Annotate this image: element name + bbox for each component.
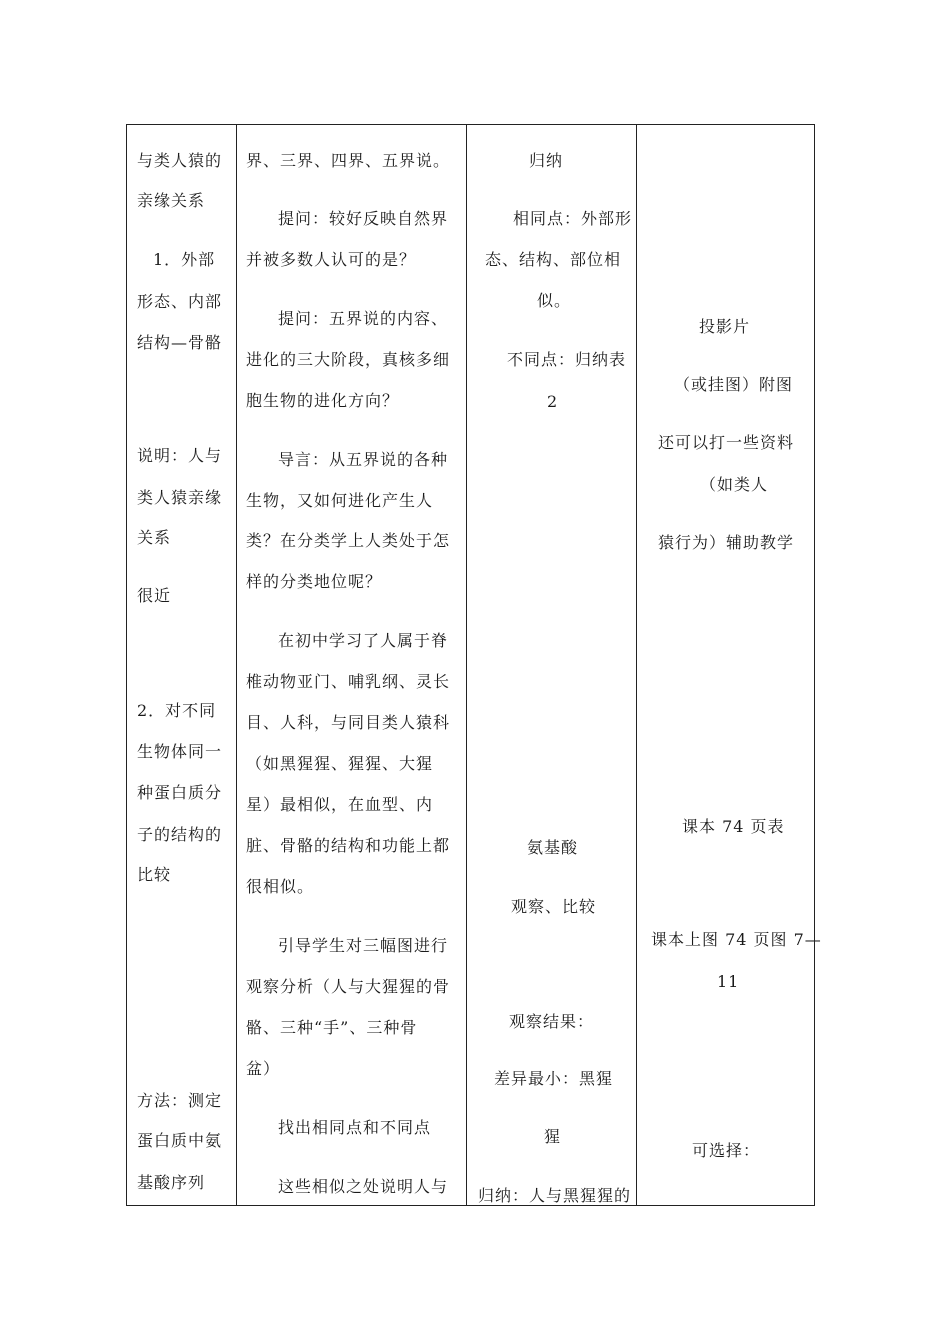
text-line: 提问：五界说的内容、 [278, 309, 449, 328]
text-line: 课本 74 页表 [682, 817, 785, 836]
text-line: 氨基酸 [527, 838, 579, 857]
text-line: 亲缘关系 [137, 191, 206, 210]
text-line: （或挂图）附图 [674, 375, 794, 394]
text-line: 1．外部 [153, 250, 216, 269]
text-line: 目、人科，与同目类人猿科 [246, 713, 451, 732]
text-line: 提问：较好反映自然界 [278, 209, 449, 228]
text-line: 子的结构的 [137, 825, 223, 844]
lesson-plan-table [126, 124, 815, 1206]
text-line: 蛋白质中氨 [137, 1131, 223, 1150]
text-line: 可选择： [692, 1141, 761, 1160]
column-divider [466, 125, 467, 1205]
text-line: 观察结果： [509, 1012, 595, 1031]
text-line: 类？在分类学上人类处于怎 [246, 531, 451, 550]
text-line: 盆） [246, 1059, 281, 1078]
text-line: 骼、三种“手”、三种骨 [246, 1018, 418, 1037]
text-line: 猿行为）辅助教学 [658, 533, 795, 552]
column-divider [236, 125, 237, 1205]
text-line: 与类人猿的 [137, 151, 223, 170]
text-line: 投影片 [699, 317, 751, 336]
text-line: 2 [547, 392, 559, 411]
text-line: 导言：从五界说的各种 [278, 450, 449, 469]
text-line: 找出相同点和不同点 [278, 1118, 432, 1137]
text-line: 2．对不同 [137, 701, 217, 720]
text-line: 课本上图 74 页图 7— [651, 930, 822, 949]
text-line: 相同点：外部形 [513, 209, 633, 228]
text-line: 观察、比较 [511, 897, 597, 916]
text-line: 结构—骨骼 [137, 333, 223, 352]
text-line: 引导学生对三幅图进行 [278, 936, 449, 955]
text-line: 进化的三大阶段，真核多细 [246, 350, 451, 369]
text-line: 基酸序列 [137, 1173, 206, 1192]
text-line: 归纳 [529, 151, 564, 170]
text-line: 差异最小：黑猩 [494, 1069, 614, 1088]
text-line: 在初中学习了人属于脊 [278, 631, 449, 650]
text-line: （如类人 [700, 475, 769, 494]
text-line: 不同点：归纳表 [507, 350, 627, 369]
text-line: 界、三界、四界、五界说。 [246, 151, 451, 170]
text-line: 似。 [537, 291, 572, 310]
text-line: 11 [717, 972, 740, 991]
text-line: 猩 [544, 1127, 562, 1146]
text-line: 说明：人与 [137, 446, 223, 465]
text-line: 态、结构、部位相 [485, 250, 622, 269]
text-line: 种蛋白质分 [137, 783, 223, 802]
text-line: 观察分析（人与大猩猩的骨 [246, 977, 451, 996]
text-line: 这些相似之处说明人与 [278, 1177, 449, 1196]
column-divider [636, 125, 637, 1205]
text-line: 类人猿亲缘 [137, 488, 223, 507]
text-line: 生物，又如何进化产生人 [246, 491, 434, 510]
text-line: 椎动物亚门、哺乳纲、灵长 [246, 672, 451, 691]
text-line: 归纳：人与黑猩猩的 [478, 1186, 632, 1205]
text-line: 星）最相似，在血型、内 [246, 795, 434, 814]
text-line: 脏、骨骼的结构和功能上都 [246, 836, 451, 855]
text-line: 形态、内部 [137, 292, 223, 311]
text-line: 并被多数人认可的是？ [246, 250, 417, 269]
text-line: 胞生物的进化方向？ [246, 391, 400, 410]
text-line: 比较 [137, 865, 172, 884]
text-line: （如黑猩猩、猩猩、大猩 [246, 754, 434, 773]
text-line: 关系 [137, 528, 172, 547]
text-line: 样的分类地位呢？ [246, 572, 383, 591]
text-line: 很相似。 [246, 877, 315, 896]
text-line: 方法：测定 [137, 1091, 223, 1110]
text-line: 还可以打一些资料 [658, 433, 795, 452]
text-line: 很近 [137, 586, 172, 605]
text-line: 生物体同一 [137, 742, 223, 761]
